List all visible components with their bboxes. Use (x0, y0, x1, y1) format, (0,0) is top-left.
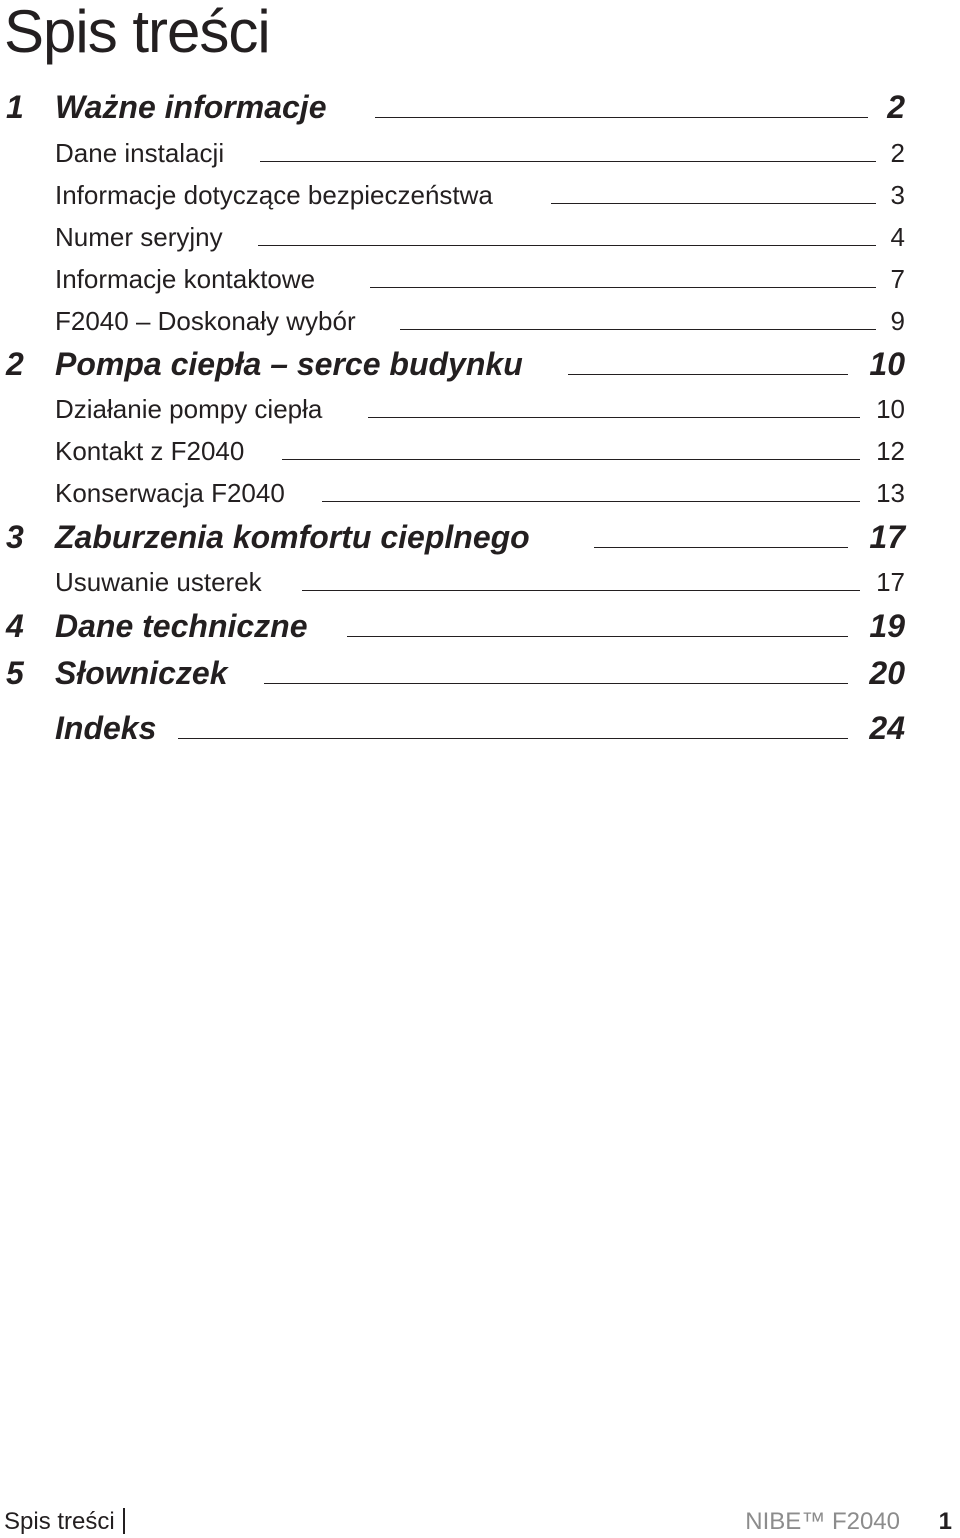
dot-leader (568, 374, 848, 375)
toc-section[interactable] (0, 217, 960, 257)
dot-leader (178, 738, 848, 739)
dot-leader (368, 417, 860, 418)
footer-section-text: Spis treści (4, 1508, 115, 1535)
chapter-title: Ważne informacje (55, 89, 327, 125)
dot-leader (322, 501, 860, 502)
chapter-title: Dane techniczne (55, 608, 308, 644)
toc-section[interactable] (0, 301, 960, 341)
chapter-page-number: 19 (869, 608, 905, 644)
section-title: Informacje kontaktowe (55, 264, 316, 294)
toc-chapter-5[interactable] (0, 653, 960, 693)
footer-section-label (4, 1506, 125, 1538)
toc-section[interactable] (0, 133, 960, 173)
toc-section[interactable] (0, 259, 960, 299)
chapter-title: Słowniczek (55, 655, 228, 691)
dot-leader (264, 683, 848, 684)
section-page-number: 17 (876, 567, 905, 597)
dot-leader (375, 117, 868, 118)
chapter-title: Zaburzenia komfortu cieplnego (55, 519, 530, 555)
toc-section[interactable] (0, 175, 960, 215)
section-page-number: 4 (890, 222, 905, 252)
chapter-number: 3 (6, 519, 24, 555)
footer-divider (123, 1508, 125, 1534)
section-page-number: 13 (876, 478, 905, 508)
section-page-number: 12 (876, 436, 905, 466)
dot-leader (551, 203, 876, 204)
dot-leader (260, 161, 876, 162)
dot-leader (400, 329, 876, 330)
dot-leader (594, 547, 848, 548)
dot-leader (282, 459, 860, 460)
section-page-number: 9 (890, 306, 905, 336)
chapter-title: Pompa ciepła – serce budynku (55, 346, 523, 382)
toc-chapter-2[interactable] (0, 344, 960, 384)
chapter-number: 1 (6, 89, 24, 125)
section-title: Usuwanie usterek (55, 567, 262, 597)
footer-brand: NIBE™ F2040 (745, 1508, 900, 1535)
chapter-page-number: 17 (869, 519, 905, 555)
section-title: Konserwacja F2040 (55, 478, 285, 508)
chapter-number: 4 (6, 608, 24, 644)
section-title: F2040 – Doskonały wybór (55, 306, 356, 336)
dot-leader (302, 590, 860, 591)
toc-section[interactable] (0, 562, 960, 602)
section-page-number: 10 (876, 394, 905, 424)
page-title: Spis treści (4, 0, 270, 65)
toc-index[interactable] (0, 708, 960, 748)
section-title: Informacje dotyczące bezpieczeństwa (55, 180, 493, 210)
index-page-number: 24 (869, 710, 905, 746)
chapter-number: 2 (6, 346, 24, 382)
toc-section[interactable] (0, 389, 960, 429)
dot-leader (258, 245, 876, 246)
section-title: Kontakt z F2040 (55, 436, 245, 466)
chapter-page-number: 20 (869, 655, 905, 691)
chapter-number: 5 (6, 655, 24, 691)
section-page-number: 7 (890, 264, 905, 294)
section-title: Numer seryjny (55, 222, 223, 252)
section-page-number: 3 (890, 180, 905, 210)
chapter-page-number: 10 (869, 346, 905, 382)
section-title: Dane instalacji (55, 138, 225, 168)
section-title: Działanie pompy ciepła (55, 394, 323, 424)
section-page-number: 2 (890, 138, 905, 168)
toc-section[interactable] (0, 473, 960, 513)
chapter-page-number: 2 (887, 89, 905, 125)
toc-chapter-3[interactable] (0, 517, 960, 557)
toc-chapter-4[interactable] (0, 606, 960, 646)
toc-section[interactable] (0, 431, 960, 471)
dot-leader (370, 287, 876, 288)
dot-leader (347, 636, 848, 637)
index-title: Indeks (55, 710, 157, 746)
toc-chapter-1[interactable] (0, 87, 960, 127)
footer-page-number: 1 (938, 1508, 952, 1535)
